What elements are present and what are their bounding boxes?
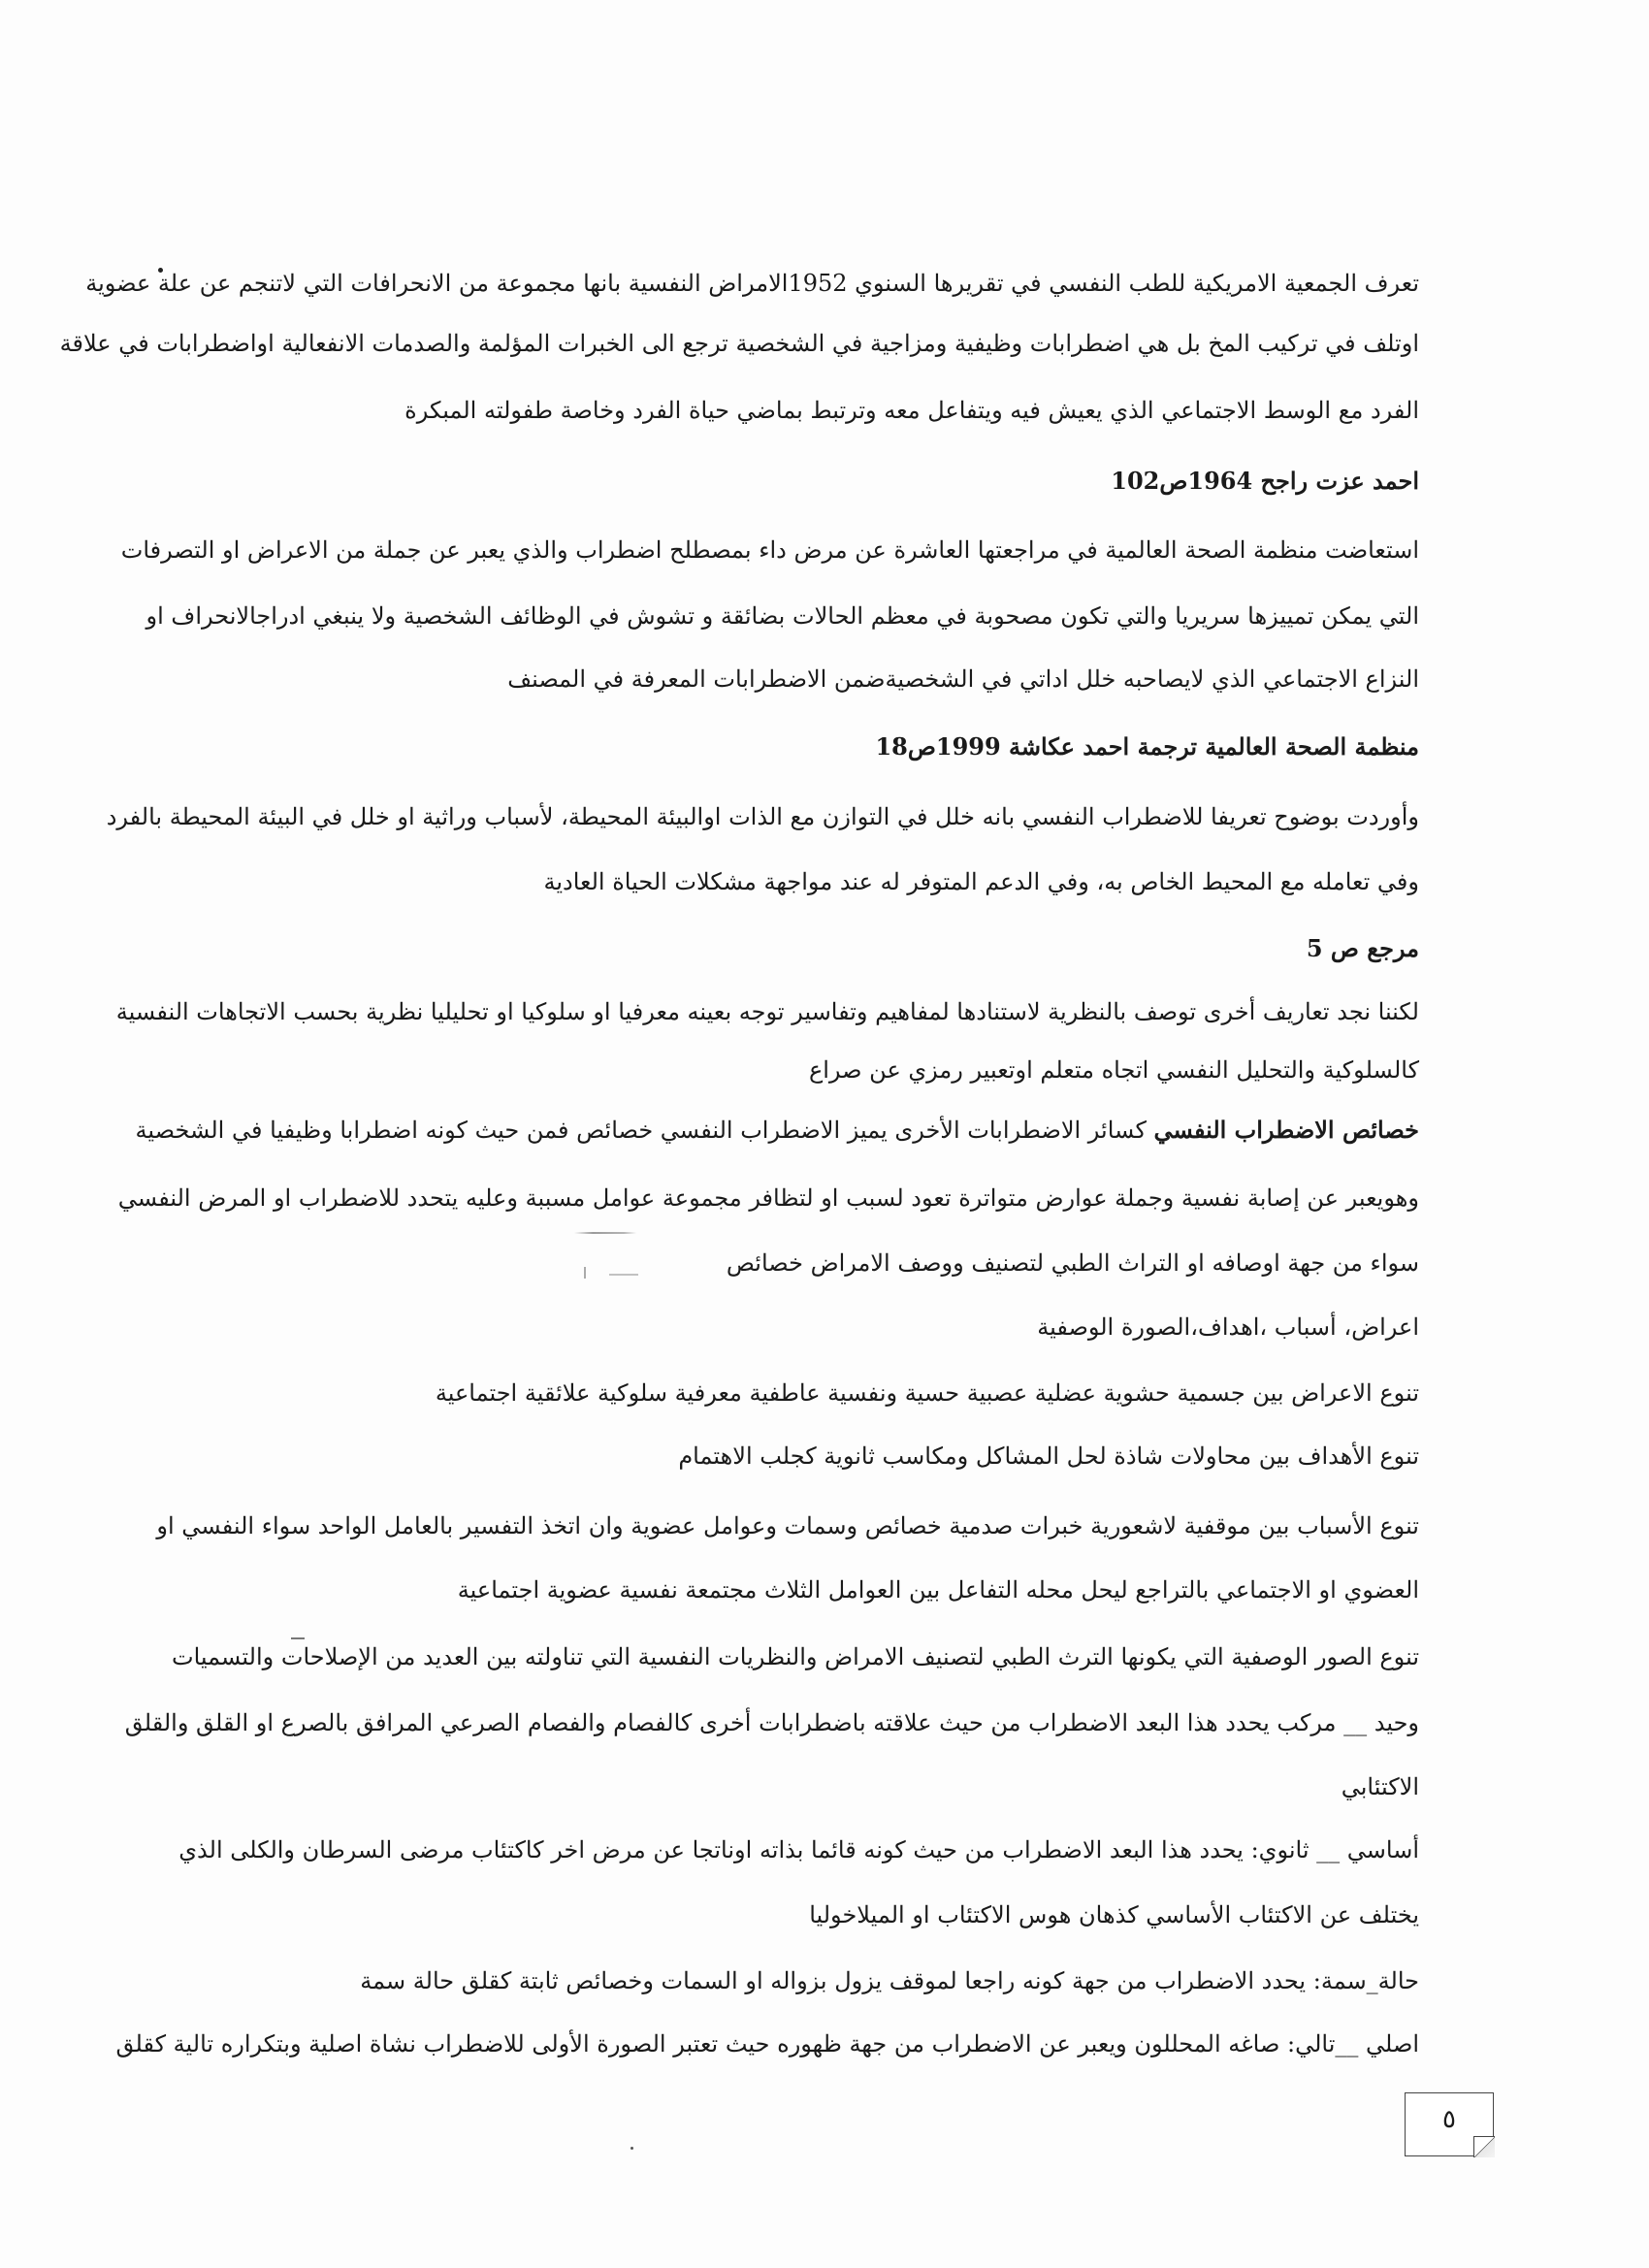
scan-smudge: [574, 1232, 636, 1234]
paragraph-line: الفرد مع الوسط الاجتماعي الذي يعيش فيه ويتفاعل معه وترتبط بماضي حياة الفرد وخاصة طفولته المبكرة: [404, 397, 1419, 424]
reference-citation: مرجع ص 5: [1306, 934, 1419, 962]
paragraph-line: العضوي او الاجتماعي بالتراجع ليحل محله التفاعل بين العوامل الثلاث مجتمعة نفسية عضوية اجتماعية: [457, 1576, 1419, 1604]
paragraph-line: أساسي __ ثانوي: يحدد هذا البعد الاضطراب من حيث كونه قائما بذاته اوناتجا عن مرض اخر كاكتئاب مرضى السرطان والكلى الذي: [178, 1836, 1419, 1863]
paragraph-line: النزاع الاجتماعي الذي لايصاحبه خلل اداتي في الشخصيةضمن الاضطرابات المعرفة في المصنف: [507, 665, 1419, 693]
paragraph-line: تنوع الصور الوصفية التي يكونها الترث الطبي لتصنيف الامراض والنظريات النفسية التي تناولته بين العديد من الإصلاحات والتسميات: [171, 1643, 1419, 1670]
paragraph-line: حالة_سمة: يحدد الاضطراب من جهة كونه راجعا لموقف يزول بزواله او السمات وخصائص ثابتة كقلق حالة سمة: [360, 1967, 1419, 1994]
reference-citation: منظمة الصحة العالمية ترجمة احمد عكاشة 1999ص18: [875, 732, 1419, 761]
paragraph-text: كسائر الاضطرابات الأخرى يميز الاضطراب النفسي خصائص فمن حيث كونه اضطرابا وظيفيا في الشخصية: [135, 1117, 1147, 1144]
paragraph-line: وهويعبر عن إصابة نفسية وجملة عوارض متواترة تعود لسبب او لتظافر مجموعة عوامل مسببة وعليه يتحدد للاضطراب او المرض النفسي: [117, 1184, 1419, 1212]
list-line: اعراض، أسباب ،اهداف،الصورة الوصفية: [1037, 1313, 1419, 1341]
reference-citation: احمد عزت راجح 1964ص102: [1111, 467, 1419, 495]
paragraph-line: وفي تعامله مع المحيط الخاص به، وفي الدعم المتوفر له عند مواجهة مشكلات الحياة العادية: [543, 868, 1419, 895]
paragraph-line-with-heading: [135, 1111, 1419, 1150]
page-number-box: [1405, 2092, 1494, 2156]
paragraph-line: وحيد __ مركب يحدد هذا البعد الاضطراب من حيث علاقته باضطرابات أخرى كالفصام والفصام الصرعي المرافق بالصرع او القلق والقلق: [124, 1709, 1419, 1736]
page-number: ٥: [1442, 2105, 1456, 2134]
paragraph-line: تنوع الأسباب بين موقفية لاشعورية خبرات صدمية خصائص وسمات وعوامل عضوية وان اتخذ التفسير بالعامل الواحد سواء النفسي او: [156, 1512, 1419, 1539]
folded-corner-icon: [1473, 2136, 1495, 2157]
paragraph-line: سواء من جهة اوصافه او التراث الطبي لتصنيف ووصف الامراض خصائص: [726, 1249, 1419, 1277]
paragraph-line: اوتلف في تركيب المخ بل هي اضطرابات وظيفية ومزاجية في الشخصية ترجع الى الخبرات المؤلمة والصدمات الانفعالية اواضطرابات في علاقة: [59, 330, 1419, 357]
paragraph-line: يختلف عن الاكتئاب الأساسي كذهان هوس الاكتئاب او الميلاخوليا: [809, 1901, 1419, 1928]
paragraph-line: لكننا نجد تعاريف أخرى توصف بالنظرية لاستنادها لمفاهيم وتفاسير توجه بعينه معرفيا او سلوكيا او تحليليا نظرية بحسب الاتجاهات النفسية: [115, 998, 1419, 1025]
paragraph-line: تعرف الجمعية الامريكية للطب النفسي في تقريرها السنوي 1952الامراض النفسية بانها مجموعة من الانحرافات التي لاتنجم عن علة عضوية: [85, 270, 1419, 297]
list-line: تنوع الأهداف بين محاولات شاذة لحل المشاكل ومكاسب ثانوية كجلب الاهتمام: [678, 1442, 1419, 1470]
paragraph-line: وأوردت بوضوح تعريفا للاضطراب النفسي بانه خلل في التوازن مع الذات اوالبيئة المحيطة، لأسباب وراثية او خلل في البيئة المحيطة بالفرد: [106, 803, 1419, 830]
paragraph-line: التي يمكن تمييزها سريريا والتي تكون مصحوبة في معظم الحالات بضائقة و تشوش في الوظائف الشخصية ولا ينبغي ادراجالانحراف او: [146, 602, 1419, 630]
paragraph-line: الاكتئابي: [1341, 1773, 1419, 1800]
section-heading: خصائص الاضطراب النفسي: [1153, 1116, 1419, 1144]
list-line: تنوع الاعراض بين جسمية حشوية عضلية عصبية حسية ونفسية عاطفية معرفية سلوكية علائقية اجتماعية: [435, 1379, 1419, 1407]
paragraph-line: كالسلوكية والتحليل النفسي اتجاه متعلم اوتعبير رمزي عن صراع: [808, 1056, 1419, 1084]
paragraph-line: اصلي __تالي: صاغه المحللون ويعبر عن الاضطراب من جهة ظهوره حيث تعتبر الصورة الأولى للاضطراب نشاة اصلية وبتكراره تالية كقلق: [115, 2030, 1419, 2057]
paragraph-line: استعاضت منظمة الصحة العالمية في مراجعتها العاشرة عن مرض داء بمصطلح اضطراب والذي يعبر عن جملة من الاعراض او التصرفات: [120, 536, 1419, 564]
stray-dot: [630, 2147, 633, 2150]
